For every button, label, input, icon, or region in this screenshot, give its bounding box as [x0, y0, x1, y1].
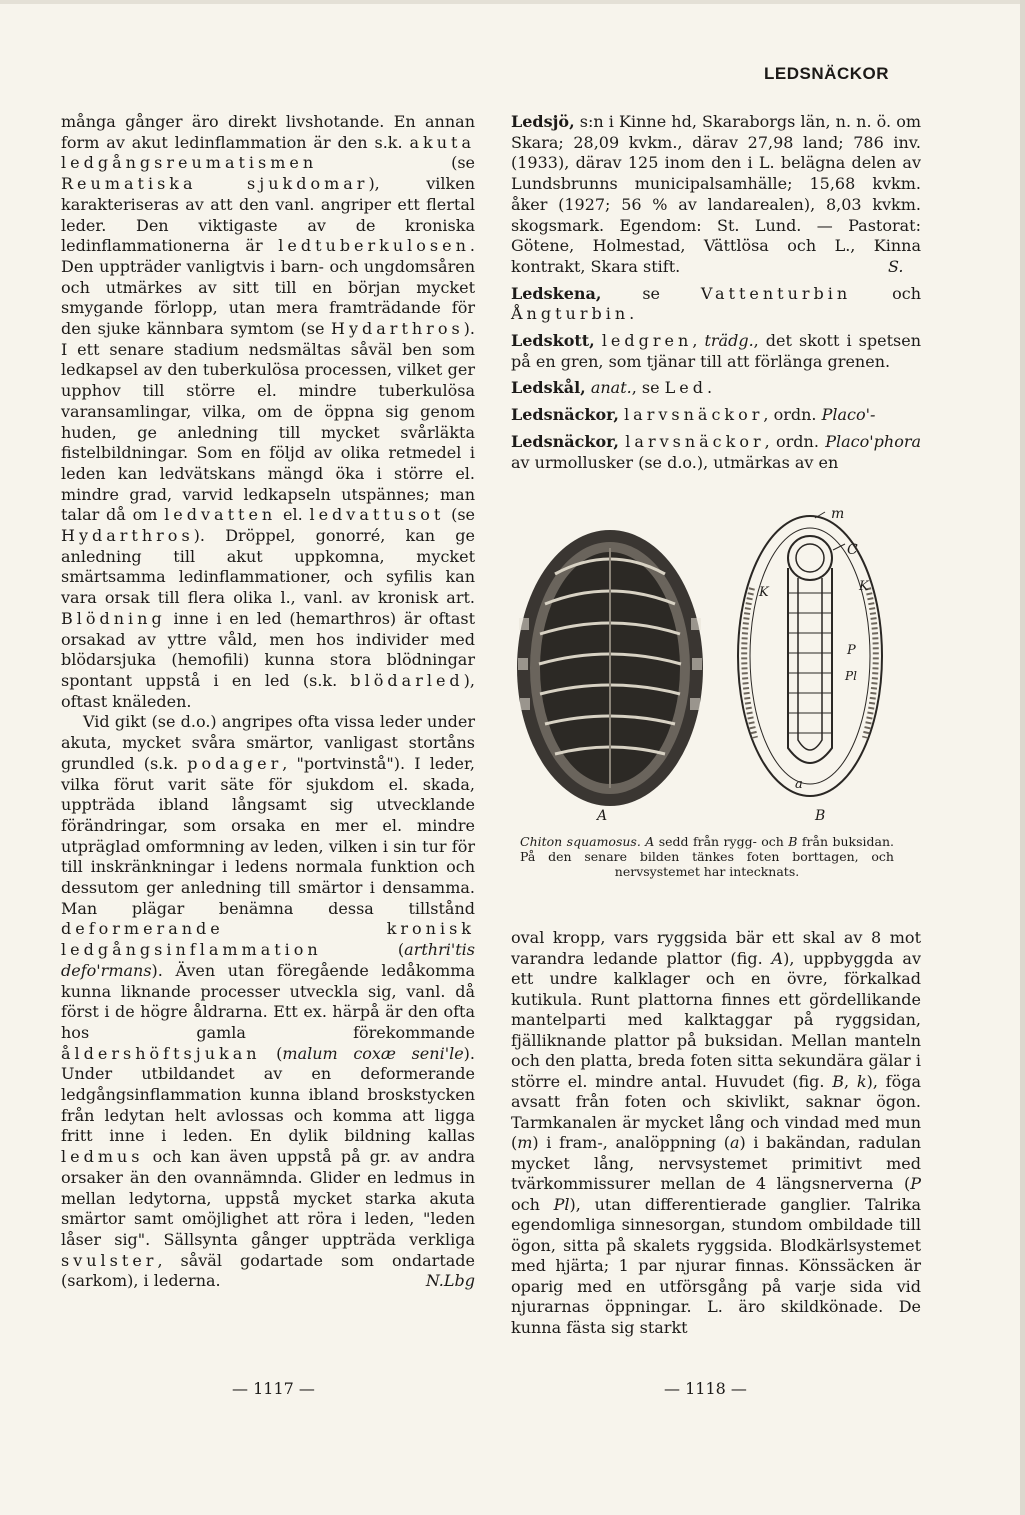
label-k-right: K [859, 579, 869, 594]
label-b: B [815, 808, 826, 822]
text-run: , ordn. [763, 405, 822, 425]
text-run [595, 331, 602, 350]
text-run: Reumatiska sjukdomar [61, 174, 369, 194]
chiton-figure [515, 508, 915, 822]
text-run: från buksidan. På den senare bilden tänkes foten borttagen, och nervsystemet har intecknats. [520, 834, 894, 879]
text-run: och [511, 1194, 554, 1214]
text-run: Ledsnäckor, [511, 405, 619, 425]
left-signature: N.Lbg [425, 1271, 475, 1291]
left-paragraph-2 [61, 712, 475, 1292]
text-run: ), vilken karakteriseras av att den vanl. angriper ett flertal leder. Den viktigaste av de kroniska ledinflammationerna är [61, 174, 476, 256]
text-run: ledvatten [164, 505, 277, 525]
text-run: Hydarthros [61, 526, 194, 546]
text-run: Vid gikt (se d.o.) angripes ofta vissa leder under akuta, mycket svåra smärtor, vanligast stortåns grundled (s.k. [61, 712, 475, 773]
text-run: Led [664, 378, 708, 398]
entry-signature: S. [888, 257, 904, 276]
text-run: . [629, 304, 635, 324]
text-run: och [851, 283, 921, 303]
text-run: P [910, 1174, 921, 1193]
chiton-dorsal-view [517, 530, 703, 806]
left-column [61, 112, 475, 1292]
text-run: , det skott i spetsen på en gren, som tjänar till att förlänga grenen. [511, 331, 922, 371]
text-run: malum coxæ seni'le [282, 1043, 464, 1063]
text-run: k [856, 1071, 867, 1091]
label-pl: Pl [845, 669, 857, 683]
entry-ledsnackor-2 [511, 432, 921, 473]
page-number-left: — 1117 — [232, 1379, 315, 1398]
text-run: sedd från rygg- och [654, 834, 789, 849]
text-run: åldershöftsjukan [61, 1043, 261, 1063]
text-run: Ledsjö, [511, 112, 575, 131]
text-run: ledgren [601, 331, 693, 351]
text-run: (se [317, 153, 475, 173]
text-run: ). Även utan föregående ledåkomma kunna liknande processer utveckla sig, vanl. då först i de högre åldrarna. Ett ex. härpå är den ofta hos gamla förekommande [61, 960, 475, 1042]
figure-caption [520, 834, 894, 879]
text-run: ) i bakändan, radulan mycket lång, nervsystemet primitivt med tvärkommissurer mellan de 4 längsnerverna ( [511, 1133, 921, 1193]
text-run: deformerande kronisk ledgångsinflammation [61, 919, 475, 960]
chiton-illustration [515, 508, 915, 822]
right-edge [1020, 0, 1025, 1515]
text-run: Ledskål, [511, 378, 586, 398]
text-run: av urmollusker (se d.o.), utmärkas av en [511, 452, 839, 472]
text-run: ledtuberkulosen [278, 236, 470, 256]
text-run: ). Dröppel, gonorré, kan ge anledning till akut uppkomna, mycket smärtsamma ledinflammationer, och syfilis kan vara orsak till flera olika l., vanl. av kronisk art. [61, 526, 475, 608]
text-run: blödarled [350, 670, 464, 690]
label-p: P [847, 643, 856, 658]
left-paragraph-1 [61, 112, 475, 712]
text-run: B [832, 1071, 845, 1091]
entry-ledsnackor-1 [511, 405, 921, 426]
label-k-left: K [759, 585, 769, 600]
entry-ledskal [511, 378, 921, 399]
text-run: , se [631, 378, 665, 398]
text-run: a [729, 1133, 740, 1152]
text-run: podager [187, 753, 283, 773]
text-run: s:n i Kinne hd, Skaraborgs län, n. n. ö. om Skara; 28,09 kvkm., därav 27,98 land; 786 inv. (1933), därav 125 inom den i L. belägna delen av Lundsbrunns municipalsamhälle; 15,68 kvkm. åker (1927; 56 % av landarealen), 8,03 kvkm. skogsmark. Egendom: St. Lund. — Pastorat: Götene, Holmestad, Vättlösa och L., Kinna kontrakt, Skara stift. [511, 112, 921, 276]
text-run: A [645, 834, 655, 849]
entry-ledsjo [511, 112, 921, 278]
right-continuation [511, 928, 921, 1338]
text-run: larvsnäckor [625, 431, 765, 451]
text-run: , [692, 331, 705, 351]
text-run: Ledskott, [511, 331, 595, 351]
text-run: Blödning [61, 608, 166, 628]
text-run: ledvattusot [309, 505, 445, 525]
text-run: , såväl godartade som ondartade (sarkom), i lederna. [61, 1250, 475, 1291]
text-run: ), föga avsatt från foten och skivlikt, saknar ögon. Tarmkanalen är mycket lång och vindad med mun ( [511, 1071, 922, 1152]
text-run: anat. [590, 378, 632, 398]
text-run: . Den uppträder vanligtvis i barn- och ungdomsåren och utmärkes av sitt till en början mycket smygande förlopp, utan mera framträdande för den sjuke kännbara symtom (se [61, 236, 475, 339]
text-run: larvsnäckor [624, 405, 764, 425]
text-run: ), utan differentierade ganglier. Talrika egendomliga sinnesorgan, stundom ombildade till ögon, sitta på skalets ryggsida. Blodkärlsystemet med hjärta; 1 par njurar finnas. Könssäcken är oparig med en utförsgång på varje sida vid njurarnas öppningar. L. äro skildkönade. De kunna fästa sig starkt [511, 1194, 922, 1337]
text-run: ). Under utbildandet av en deformerande ledgångsinflammation kunna ibland broskstycken från ledytan helt avlossas och komma att ligga fritt inne i leden. En dylik bildning kallas [61, 1043, 475, 1146]
text-run: och kan även uppstå på gr. av andra orsaker än den ovannämnda. Glider en ledmus in mellan ledytorna, uppstå mycket starka akuta smärtor samt omöjlighet att röra i leden, "leden låser sig". Sällsynta gånger uppträda verkliga [61, 1147, 475, 1249]
text-run: . [707, 378, 713, 398]
top-edge [0, 0, 1025, 4]
text-run: Vattenturbin [700, 283, 852, 303]
text-run: , "portvinstå"). I leder, vilka förut varit säte för sjukdom el. skada, uppträda ibland långsamt sig utvecklande förändringar, som orsaka en mer el. mindre utpräglad omformning av leden, vilken i sin tur för till inskränkningar i ledens normala funktion och dessutom ger anledning till smärtor i densamma. Man plägar benämna dessa tillstånd [61, 753, 476, 918]
text-run: el. [276, 505, 310, 525]
text-run: trädg. [704, 331, 754, 351]
text-run: Ledskena, [511, 283, 602, 303]
text-run: Placo'phora [825, 431, 922, 451]
entry-ledskott [511, 331, 921, 372]
text-run: (se [444, 505, 475, 525]
text-run: ledmus [61, 1147, 144, 1167]
entry-ledskena [511, 284, 921, 325]
label-a-small: a [795, 777, 803, 792]
label-c: C [847, 542, 858, 558]
text-run: många gånger äro direkt livshotande. En annan form av akut ledinflammation är den s.k. [61, 112, 475, 152]
text-run: ) i fram-, analöppning ( [532, 1133, 730, 1152]
text-run: Placo'- [821, 405, 876, 425]
text-run: arthri'tis defo'rmans [61, 940, 475, 980]
text-run: Chiton squamosus. [520, 834, 641, 849]
text-run: se [601, 283, 701, 303]
running-header: LEDSNÄCKOR [764, 64, 889, 83]
text-run: ( [260, 1043, 283, 1063]
text-run: Pl [553, 1194, 570, 1214]
text-run: inne i en led (hemarthros) är oftast orsakad av yttre våld, men hos individer med blödarsjuka (hemofili) kunna stora blödningar spontant uppstå i en led (s.k. [61, 608, 475, 690]
text-run: ). I ett senare stadium nedsmältas såväl ben som ledkapsel av den tuberkulösa processen, vilket ger upphov till större el. mindre tuberkulösa varansamlingar, vilka, om de öppna sig genom huden, ge anledning till mycket svårläkta fistelbildningar. Som en följd av olika retmedel i leden kan ledvätskans mängd öka i större el. mindre grad, varvid ledkapseln utspännes; man talar då om [61, 319, 475, 525]
text-run: oval kropp, vars ryggsida bär ett skal av 8 mot varandra ledande plattor (fig. [511, 928, 921, 968]
text-run: akuta ledgångsreumatismen [61, 132, 475, 173]
label-m: m [831, 508, 845, 522]
text-run: ), uppbyggda av ett undre kalklager och en övre, förkalkad kutikula. Runt plattorna finnes ett gördellikande mantelparti med kalktaggar på ryggsidan, fjälliknande plattor på buksidan. Mellan manteln och den platta, breda foten sitta sekundära gälar i större el. mindre antal. Huvudet (fig. [511, 948, 921, 1091]
text-run: Ångturbin [511, 304, 630, 324]
text-run: , ordn. [764, 431, 826, 451]
text-run: Ledsnäckor, [511, 431, 619, 451]
chiton-ventral-view [738, 512, 882, 796]
text-run: m [517, 1133, 533, 1152]
text-run: B [788, 834, 798, 849]
label-a: A [597, 808, 608, 822]
page-number-right: — 1118 — [664, 1379, 747, 1398]
text-run: Hydarthros [331, 319, 464, 339]
right-column [511, 112, 921, 479]
text-run: , [844, 1071, 857, 1091]
text-run: svulster [61, 1250, 158, 1270]
text-run: ), oftast knäleden. [61, 670, 475, 711]
text-run: ( [321, 940, 405, 960]
text-run: A [771, 948, 784, 968]
